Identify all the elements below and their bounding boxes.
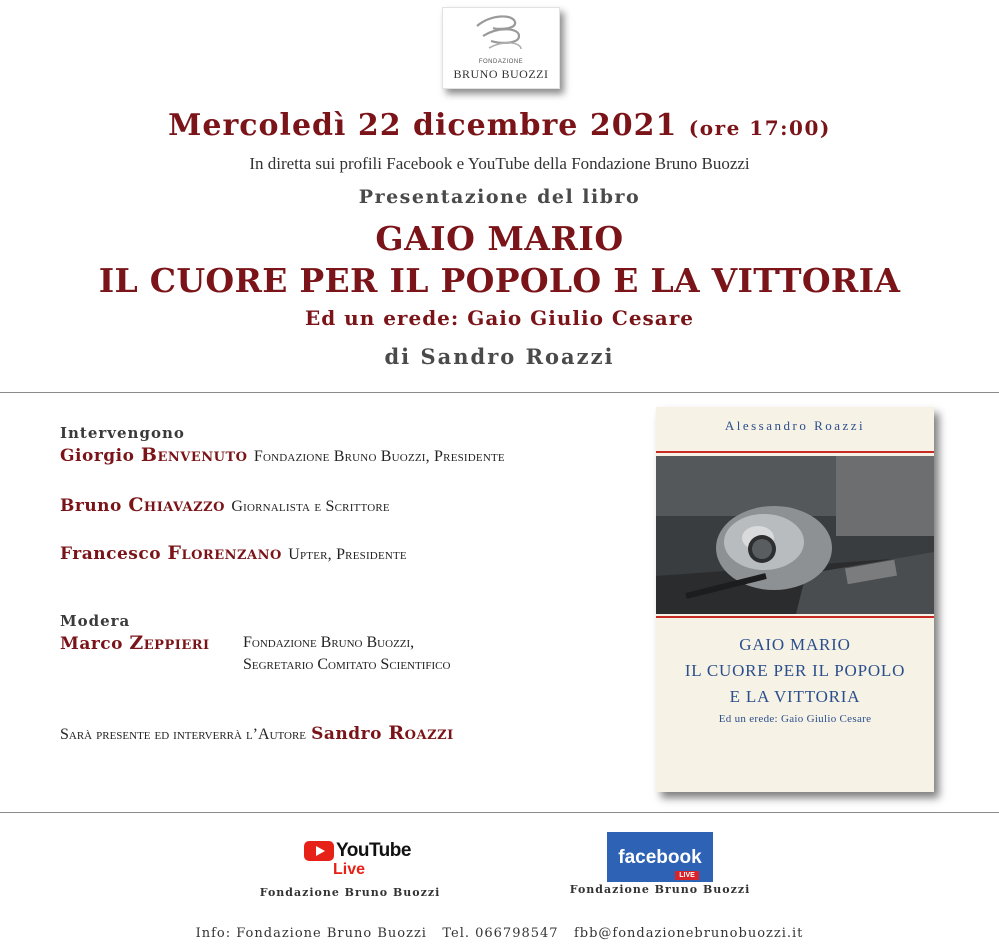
logo-name: BRUNO BUOZZI — [453, 67, 549, 81]
closing-line — [60, 722, 454, 744]
live-line: In diretta sui profili Facebook e YouTube della Fondazione Bruno Buozzi — [249, 154, 750, 173]
cover-title-line2: IL CUORE PER IL POPOLO — [684, 661, 906, 680]
cover-rule-top — [656, 451, 934, 453]
moderator-last-name: Zeppieri — [129, 632, 210, 654]
book-cover — [656, 407, 934, 792]
facebook-wordmark: facebook — [618, 847, 702, 868]
speaker-role: Upter, Presidente — [288, 546, 407, 563]
presentation-label: Presentazione del libro — [358, 186, 641, 208]
youtube-wordmark: YouTube — [336, 840, 411, 861]
speaker-first-name: Bruno — [60, 496, 122, 516]
speaker-row — [60, 494, 390, 516]
book-author: di Sandro Roazzi — [384, 344, 615, 369]
logo-subtitle: FONDAZIONE — [478, 59, 524, 65]
facebook-live-logo[interactable] — [607, 832, 713, 882]
speaker-row — [60, 444, 505, 466]
closing-author — [311, 724, 454, 744]
youtube-live-label: Live — [333, 861, 366, 878]
closing-text: Sarà presente ed interverrà l’Autore — [60, 726, 307, 743]
speaker-last-name: Benvenuto — [140, 444, 248, 466]
closing-author-last: Roazzi — [388, 722, 454, 744]
moderator-row — [60, 632, 210, 654]
youtube-live-logo[interactable] — [304, 840, 411, 880]
divider-bottom — [0, 812, 999, 813]
divider-top — [0, 392, 999, 393]
event-time: (ore 17:00) — [688, 116, 831, 140]
book-title-line1: GAIO MARIO — [375, 219, 624, 258]
speakers-heading: Intervengono — [60, 424, 185, 442]
speaker-row — [60, 542, 407, 564]
speaker-role: Fondazione Bruno Buozzi, Presidente — [253, 448, 505, 465]
cover-title-line3: E LA VITTORIA — [729, 687, 861, 706]
facebook-live-badge: LIVE — [675, 871, 699, 880]
moderator-first-name: Marco — [60, 634, 123, 654]
cover-title-line1: GAIO MARIO — [739, 635, 851, 654]
event-date — [0, 108, 999, 143]
moderator-role-line2: Segretario Comitato Scientifico — [243, 656, 451, 673]
speaker-first-name: Francesco — [60, 544, 162, 564]
book-subtitle: Ed un erede: Gaio Giulio Cesare — [304, 306, 695, 330]
helmet-photo — [656, 456, 934, 614]
speaker-last-name: Chiavazzo — [128, 494, 225, 516]
cover-subtitle: Ed un erede: Gaio Giulio Cesare — [718, 713, 872, 725]
speaker-last-name: Florenzano — [167, 542, 282, 564]
youtube-play-icon — [304, 841, 334, 861]
logo-mark-icon — [469, 12, 533, 56]
speaker-role: Giornalista e Scrittore — [231, 498, 390, 515]
speaker-first-name: Giorgio — [60, 446, 135, 466]
cover-author: Alessandro Roazzi — [724, 418, 866, 433]
closing-author-first: Sandro — [311, 724, 382, 744]
moderator-role-line1: Fondazione Bruno Buozzi, — [243, 634, 415, 651]
moderator-heading: Modera — [60, 612, 131, 630]
cover-rule-bottom — [656, 616, 934, 618]
book-title-line2: IL CUORE PER IL POPOLO E LA VITTORIA — [98, 261, 901, 300]
facebook-page-name: Fondazione Bruno Buozzi — [569, 883, 751, 896]
event-date-text: Mercoledì 22 dicembre 2021 — [168, 108, 678, 143]
foundation-logo — [442, 7, 560, 89]
youtube-channel-name: Fondazione Bruno Buozzi — [259, 886, 441, 899]
footer-info: Info: Fondazione Bruno Buozzi Tel. 066798547 fbb@fondazionebrunobuozzi.it — [195, 926, 804, 941]
